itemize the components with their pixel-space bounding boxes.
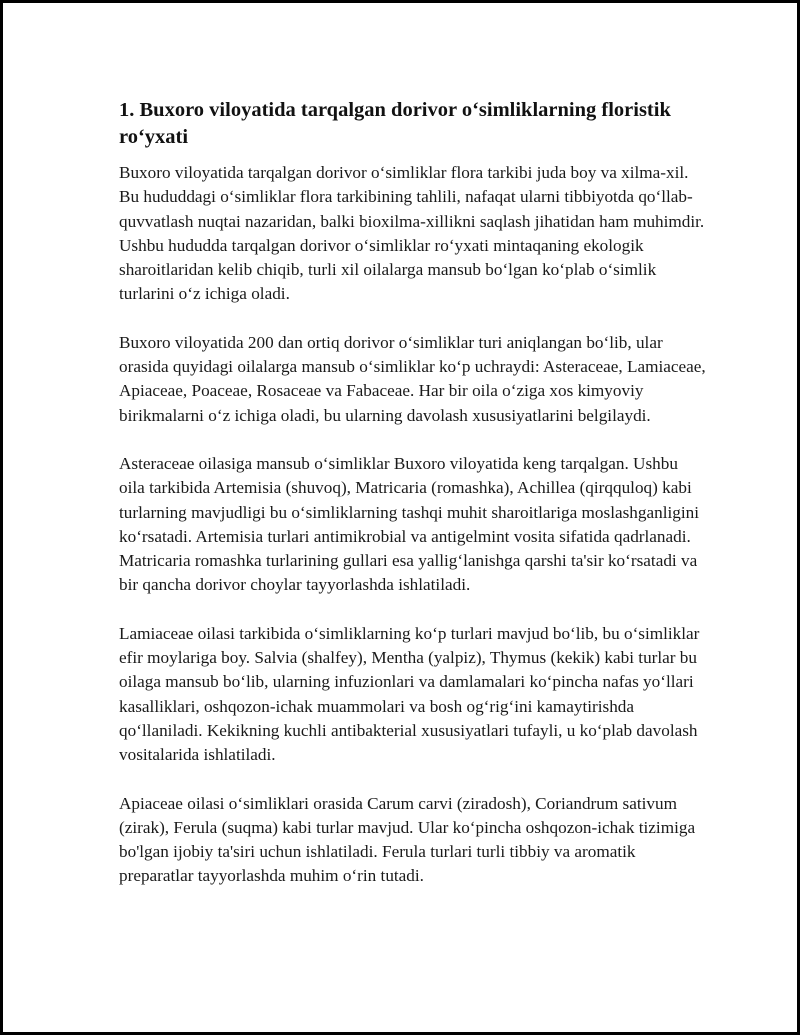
paragraph-apiaceae: Apiaceae oilasi o‘simliklari orasida Carum carvi (ziradosh), Coriandrum sativum (zirak), Ferula (suqma) kabi turlar mavjud. Ular ko‘pincha oshqozon-ichak tizimiga bo'lgan ijobiy ta'siri uchun ishlatiladi. Ferula turlari turli tibbiy va aromatik preparatlar tayyorlashda muhim o‘rin tutadi. (119, 793, 696, 886)
paragraph-intro: Buxoro viloyatida tarqalgan dorivor o‘simliklar flora tarkibi juda boy va xilma-xil. Bu hududdagi o‘simliklar flora tarkibining tahlili, nafaqat ularni tibbiyotda qo‘llab-quvvatlash nuqtai nazaridan, balki bioxilma-xillikni saqlash jihatidan ham muhimdir. Ushbu hududda tarqalgan dorivor o‘simliklar ro‘yxati mintaqaning ekologik sharoitlaridan kelib chiqib, turli xil oilalarga mansub bo‘lgan ko‘plab o‘simlik turlarini o‘z ichiga oladi. (119, 163, 705, 304)
document-body (119, 97, 707, 913)
paragraph-families: Buxoro viloyatida 200 dan ortiq dorivor o‘simliklar turi aniqlangan bo‘lib, ular orasida quyidagi oilalarga mansub o‘simliklar ko‘p uchraydi: Asteraceae, Lamiaceae, Apiaceae, Poaceae, Rosaceae va Fabaceae. Har bir oila o‘ziga xos kimyoviy birikmalarni o‘z ichiga oladi, bu ularning davolash xususiyatlarini belgilaydi. (119, 332, 706, 425)
section-heading: 1. Buxoro viloyatida tarqalgan dorivor o‘simliklarning floristik ro‘yxati (119, 99, 671, 148)
paragraph-lamiaceae: Lamiaceae oilasi tarkibida o‘simliklarning ko‘p turlari mavjud bo‘lib, bu o‘simliklar efir moylariga boy. Salvia (shalfey), Mentha (yalpiz), Thymus (kekik) kabi turlar bu oilaga mansub bo‘lib, ularning infuzionlari va damlamalari ko‘pincha nafas yo‘llari kasalliklari, oshqozon-ichak muammolari va bosh og‘rig‘ini kamaytirishda qo‘llaniladi. Kekikning kuchli antibakterial xususiyatlari tufayli, u ko‘plab davolash vositalarida ishlatiladi. (119, 623, 700, 765)
paragraph-asteraceae: Asteraceae oilasiga mansub o‘simliklar Buxoro viloyatida keng tarqalgan. Ushbu oila tarkibida Artemisia (shuvoq), Matricaria (romashka), Achillea (qirqquloq) kabi turlarning mavjudligi bu o‘simliklarning tashqi muhit sharoitlariga moslashganligini ko‘rsatadi. Artemisia turlari antimikrobial va antigelmint vosita sifatida qadrlanadi. Matricaria romashka turlarining gullari esa yallig‘lanishga qarshi ta'sir ko‘rsatadi va bir qancha dorivor choylar tayyorlashda ishlatiladi. (119, 453, 700, 595)
